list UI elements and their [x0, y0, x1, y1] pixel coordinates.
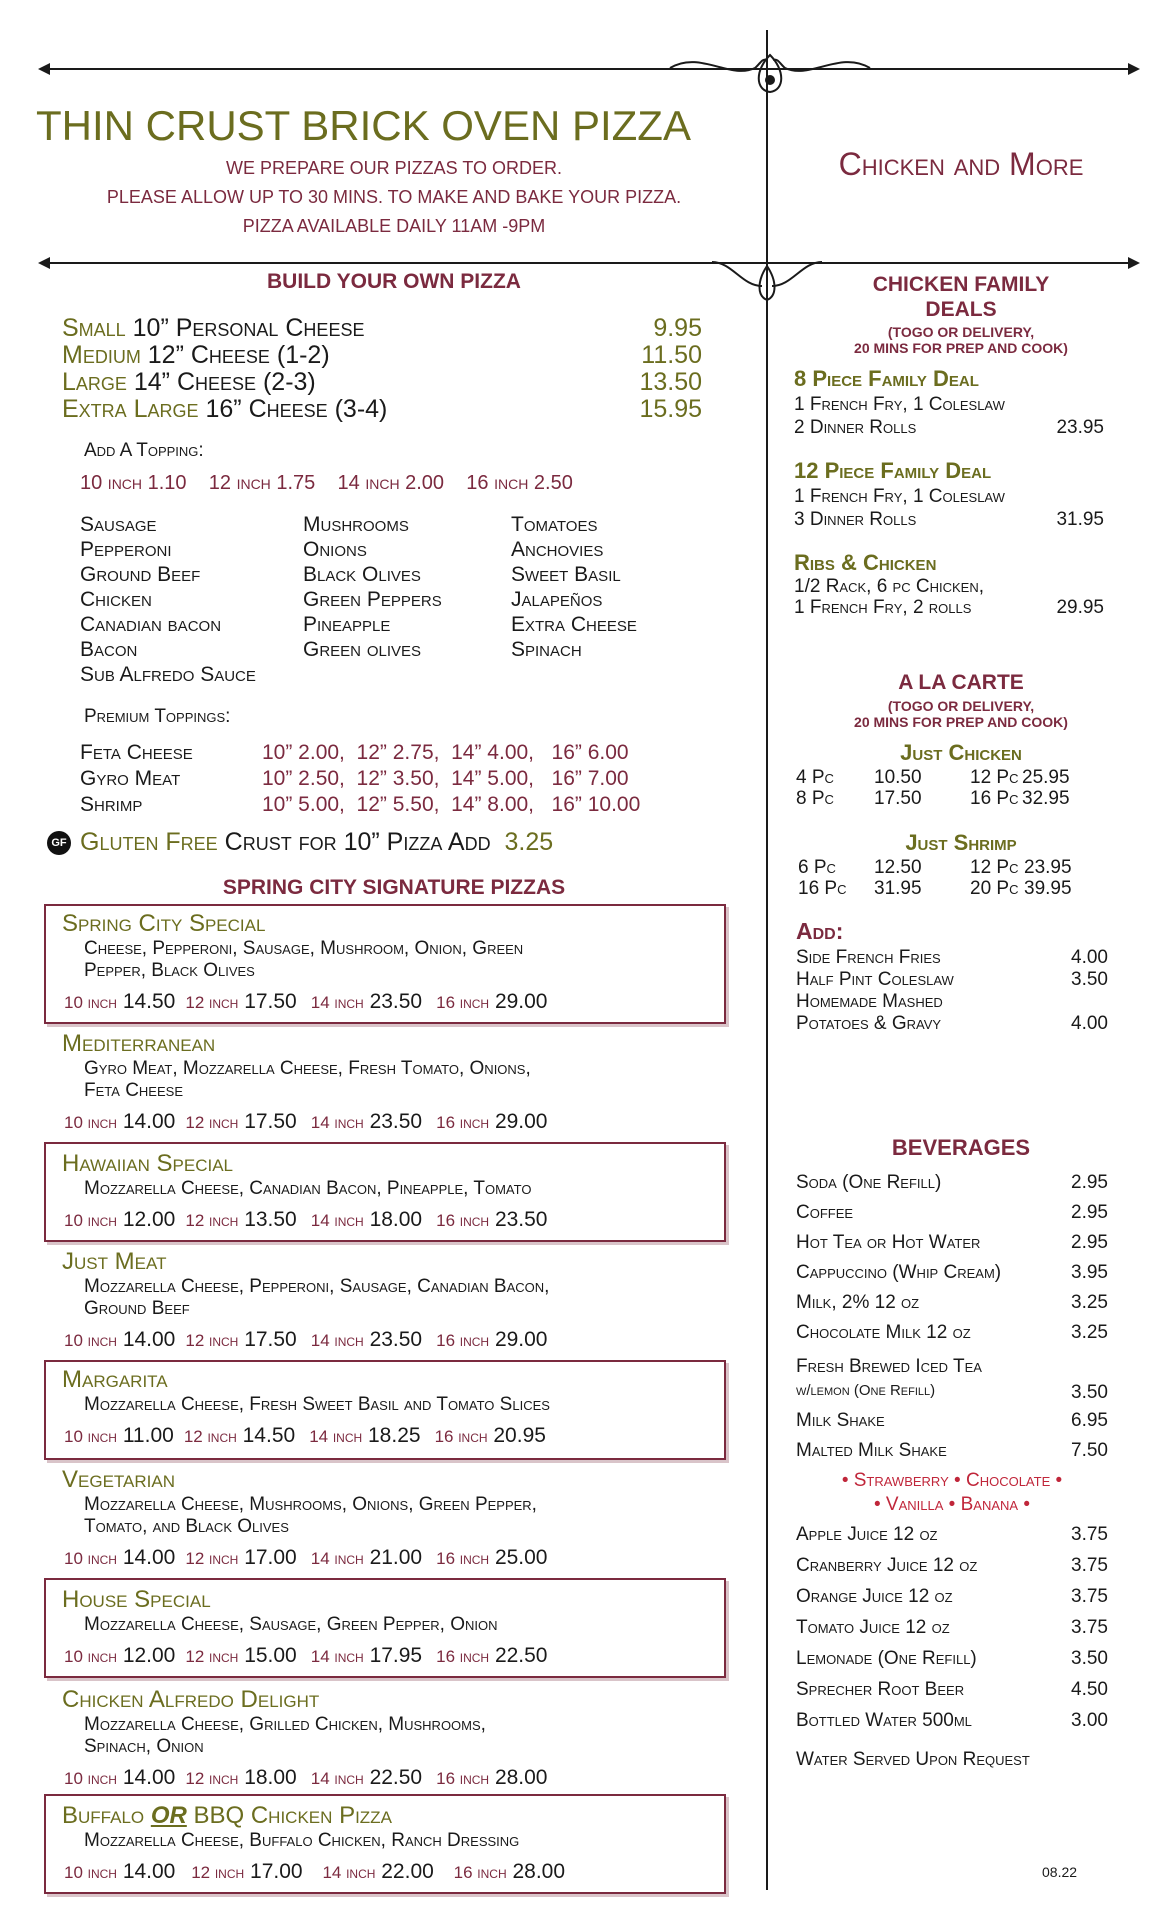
size-label: 16 inch	[436, 1647, 490, 1666]
price-value: 14.00	[122, 1546, 176, 1569]
pizza-name: Chicken Alfredo Delight	[62, 1686, 320, 1713]
size-row: Large 14” Cheese (2-3) 13.50	[62, 368, 702, 396]
price-value: 17.95	[369, 1644, 423, 1667]
price-value: 20.95	[493, 1424, 546, 1447]
pizza-name: Just Meat	[62, 1248, 167, 1275]
price-value: 15.00	[244, 1644, 297, 1667]
chicken-deals-title: CHICKEN FAMILY DEALS	[872, 273, 1050, 321]
price-value: 28.00	[494, 1766, 548, 1789]
pizza-prices	[64, 1766, 548, 1790]
price-value: 22.50	[369, 1766, 423, 1789]
size-row: Medium 12” Cheese (1-2) 11.50	[62, 341, 702, 369]
pizza-name: Buffalo OR BBQ Chicken Pizza	[62, 1802, 392, 1829]
build-your-own-title: BUILD YOUR OWN PIZZA	[267, 270, 521, 293]
size-label: 14 inch	[310, 1549, 364, 1568]
price-value: 12.00	[122, 1208, 176, 1231]
arrow-right-icon	[1128, 63, 1140, 75]
pizza-description: Mozzarella Cheese, Pepperoni, Sausage, Canadian Bacon,	[84, 1276, 550, 1297]
beverages-title: BEVERAGES	[891, 1135, 1031, 1160]
price-value: 23.50	[369, 990, 423, 1013]
topping-prices: 10 inch 1.10 12 inch 1.75 14 inch 2.00 16 inch 2.50	[80, 472, 573, 494]
price-value: 18.00	[369, 1208, 423, 1231]
size-label: 14 inch	[310, 1211, 364, 1230]
price-value: 17.00	[244, 1546, 297, 1569]
size-label: 12 inch	[185, 1769, 239, 1788]
price-value: 29.00	[494, 1328, 548, 1351]
pizza-prices	[64, 1328, 548, 1352]
family-deal: 8 Piece Family Deal 1 French Fry, 1 Coleslaw 2 Dinner Rolls 23.95	[794, 366, 1104, 438]
gluten-free-badge-icon: GF	[47, 831, 71, 855]
price-value: 14.00	[122, 1328, 176, 1351]
price-value: 18.25	[368, 1424, 421, 1447]
signature-pizzas-title: SPRING CITY SIGNATURE PIZZAS	[222, 876, 566, 899]
price-value: 23.50	[494, 1208, 548, 1231]
price-value: 14.50	[122, 990, 176, 1013]
pizza-prices: 10 inch 14.00 12 inch 17.00 14 inch 22.00 16 inch 28.00	[64, 1860, 566, 1883]
just-chicken-table: 4 Pc 10.50 12 Pc 25.95 8 Pc 17.50 16 Pc 32.95	[796, 767, 1070, 809]
size-row: Small 10” Personal Cheese 9.95	[62, 314, 702, 342]
size-label: 16 inch	[436, 1331, 490, 1350]
price-value: 29.00	[494, 1110, 548, 1133]
beverage-list: Soda (One Refill) 2.95 Coffee 2.95 Hot Tea or Hot Water 2.95 Cappuccino (Whip Cream) 3.95 Milk, 2% 12 oz 3.25 Chocolate Milk 12 oz 3.25 Fresh Brewed Iced Tea w/lemon (One Refill) 3.50 Milk Shake 6.95 Malted Milk Shake 7.50 • Strawberry • Chocolate • • Vanilla • Banana • Apple Juice 12 oz 3.75 Cranberry Juice 12 oz 3.75 Orange Juice 12 oz 3.75 Tomato Juice 12 oz 3.75 Lemonade (One Refill) 3.50 Sprecher Root Beer 4.50 Bottled Water 500ml 3.00 Water Served Upon Request	[796, 1172, 1108, 1770]
size-label: 14 inch	[310, 1769, 364, 1788]
price-value: 25.00	[494, 1546, 548, 1569]
add-title: Add:	[796, 918, 844, 944]
price-value: 13.50	[244, 1208, 297, 1231]
pizza-name: Margarita	[62, 1366, 168, 1393]
price-value: 14.00	[122, 1766, 176, 1789]
size-label: 12 inch	[185, 993, 239, 1012]
pizza-name: House Special	[62, 1586, 211, 1613]
just-chicken-title: Just Chicken	[900, 740, 1022, 765]
pizza-description: Mozzarella Cheese, Canadian Bacon, Pineapple, Tomato	[84, 1178, 532, 1199]
size-label: 14 inch	[310, 993, 364, 1012]
size-label: 10 inch	[64, 1647, 117, 1666]
premium-toppings: Feta Cheese 10” 2.00, 12” 2.75, 14” 4.00, 16” 6.00 Gyro Meat 10” 2.50, 12” 3.50, 14” 5.00, 16” 7.00 Shrimp 10” 5.00, 12” 5.50, 14” 8.00, 16” 10.00	[80, 741, 641, 816]
size-label: 12 inch	[185, 1113, 239, 1132]
size-label: 16 inch	[436, 1211, 490, 1230]
mid-rule	[45, 262, 1130, 264]
arrow-right-icon	[1128, 257, 1140, 269]
price-value: 17.50	[244, 1328, 297, 1351]
size-label: 10 inch	[64, 1427, 117, 1446]
pizza-prices	[64, 1546, 548, 1570]
size-label: 14 inch	[310, 1113, 364, 1132]
size-row: Extra Large 16” Cheese (3-4) 15.95	[62, 395, 702, 423]
price-value: 11.00	[122, 1424, 174, 1447]
price-value: 23.50	[369, 1110, 423, 1133]
pizza-name: Vegetarian	[62, 1466, 175, 1493]
page-title: THIN CRUST BRICK OVEN PIZZA	[36, 102, 691, 149]
size-label: 16 inch	[436, 993, 490, 1012]
gluten-free-line: Gluten Free Crust for 10” Pizza Add 3.25	[80, 828, 554, 856]
just-shrimp-table: 6 Pc 12.50 12 Pc 23.95 16 Pc 31.95 20 Pc 39.95	[798, 857, 1072, 899]
size-label: 10 inch	[64, 1549, 117, 1568]
pizza-prices	[64, 990, 548, 1014]
top-flourish-icon	[660, 40, 880, 100]
toppings-column-2: Mushrooms Onions Black Olives Green Peppers Pineapple Green olives	[303, 513, 442, 661]
just-shrimp-title: Just Shrimp	[905, 830, 1017, 855]
family-deal: 12 Piece Family Deal 1 French Fry, 1 Coleslaw 3 Dinner Rolls 31.95	[794, 458, 1104, 530]
arrow-left-icon	[38, 257, 50, 269]
pizza-description: Feta Cheese	[84, 1080, 183, 1101]
price-value: 14.50	[242, 1424, 296, 1447]
pizza-description: Mozzarella Cheese, Sausage, Green Pepper, Onion	[84, 1614, 498, 1635]
pizza-prices	[64, 1208, 548, 1232]
header-line-2: PLEASE ALLOW UP TO 30 MINS. TO MAKE AND BAKE YOUR PIZZA.	[106, 187, 682, 207]
pizza-description: Cheese, Pepperoni, Sausage, Mushroom, Onion, Green	[84, 938, 524, 959]
add-items: Side French Fries 4.00 Half Pint Coleslaw 3.50 Homemade Mashed Potatoes & Gravy 4.00	[796, 947, 1108, 1034]
header-line-3: PIZZA AVAILABLE DAILY 11AM -9PM	[242, 216, 546, 236]
pizza-prices	[64, 1644, 548, 1668]
pizza-description: Mozzarella Cheese, Mushrooms, Onions, Green Pepper,	[84, 1494, 537, 1515]
size-label: 12 inch	[185, 1331, 239, 1350]
pizza-description: Ground Beef	[84, 1298, 190, 1319]
price-value: 22.50	[494, 1644, 548, 1667]
pizza-description: Mozzarella Cheese, Grilled Chicken, Mushrooms,	[84, 1714, 486, 1735]
arrow-left-icon	[38, 63, 50, 75]
pizza-description: Pepper, Black Olives	[84, 960, 255, 981]
chicken-deals-note: (TOGO OR DELIVERY, 20 MINS FOR PREP AND COOK)	[854, 324, 1068, 356]
size-label: 10 inch	[64, 993, 117, 1012]
pizza-description: Mozzarella Cheese, Fresh Sweet Basil and Tomato Slices	[84, 1394, 550, 1415]
price-value: 12.00	[122, 1644, 176, 1667]
size-label: 14 inch	[309, 1427, 363, 1446]
size-label: 10 inch	[64, 1211, 117, 1230]
pizza-description: Gyro Meat, Mozzarella Cheese, Fresh Tomato, Onions,	[84, 1058, 531, 1079]
price-value: 17.50	[244, 990, 297, 1013]
size-label: 12 inch	[183, 1427, 237, 1446]
a-la-carte-note: (TOGO OR DELIVERY, 20 MINS FOR PREP AND COOK)	[854, 698, 1068, 730]
size-label: 16 inch	[436, 1549, 490, 1568]
size-label: 10 inch	[64, 1113, 117, 1132]
size-label: 16 inch	[434, 1427, 488, 1446]
pizza-name: Mediterranean	[62, 1030, 216, 1057]
header-line-1: WE PREPARE OUR PIZZAS TO ORDER.	[225, 158, 563, 178]
size-label: 14 inch	[310, 1331, 364, 1350]
price-value: 29.00	[494, 990, 548, 1013]
price-value: 21.00	[369, 1546, 423, 1569]
right-section-title: Chicken and More	[838, 146, 1084, 182]
premium-toppings-label: Premium Toppings:	[84, 706, 231, 727]
size-label: 16 inch	[436, 1113, 490, 1132]
pizza-description: Mozzarella Cheese, Buffalo Chicken, Ranch Dressing	[84, 1830, 520, 1851]
price-value: 18.00	[244, 1766, 297, 1789]
a-la-carte-title: A LA CARTE	[898, 671, 1024, 694]
size-label: 12 inch	[185, 1211, 239, 1230]
top-rule	[45, 68, 1130, 70]
size-label: 10 inch	[64, 1769, 117, 1788]
toppings-column-1: Sausage Pepperoni Ground Beef Chicken Canadian bacon Bacon Sub Alfredo Sauce	[80, 513, 256, 686]
center-divider	[766, 30, 768, 1890]
pizza-description: Tomato, and Black Olives	[84, 1516, 289, 1537]
size-label: 12 inch	[185, 1549, 239, 1568]
version-label: 08.22	[1042, 1864, 1078, 1880]
size-label: 16 inch	[436, 1769, 490, 1788]
pizza-name: Spring City Special	[62, 910, 266, 937]
pizza-prices	[64, 1424, 546, 1448]
toppings-column-3: Tomatoes Anchovies Sweet Basil Jalapeños Extra Cheese Spinach	[511, 513, 637, 661]
pizza-description: Spinach, Onion	[84, 1736, 204, 1757]
price-value: 23.50	[369, 1328, 423, 1351]
size-label: 12 inch	[185, 1647, 239, 1666]
family-deal: Ribs & Chicken 1/2 Rack, 6 pc Chicken, 1 French Fry, 2 rolls 29.95	[794, 550, 1104, 618]
pizza-prices	[64, 1110, 548, 1134]
pizza-name: Hawaiian Special	[62, 1150, 234, 1177]
size-label: 14 inch	[310, 1647, 364, 1666]
size-label: 10 inch	[64, 1331, 117, 1350]
price-value: 14.00	[122, 1110, 176, 1133]
price-value: 17.50	[244, 1110, 297, 1133]
add-topping-label: Add A Topping:	[84, 440, 204, 461]
